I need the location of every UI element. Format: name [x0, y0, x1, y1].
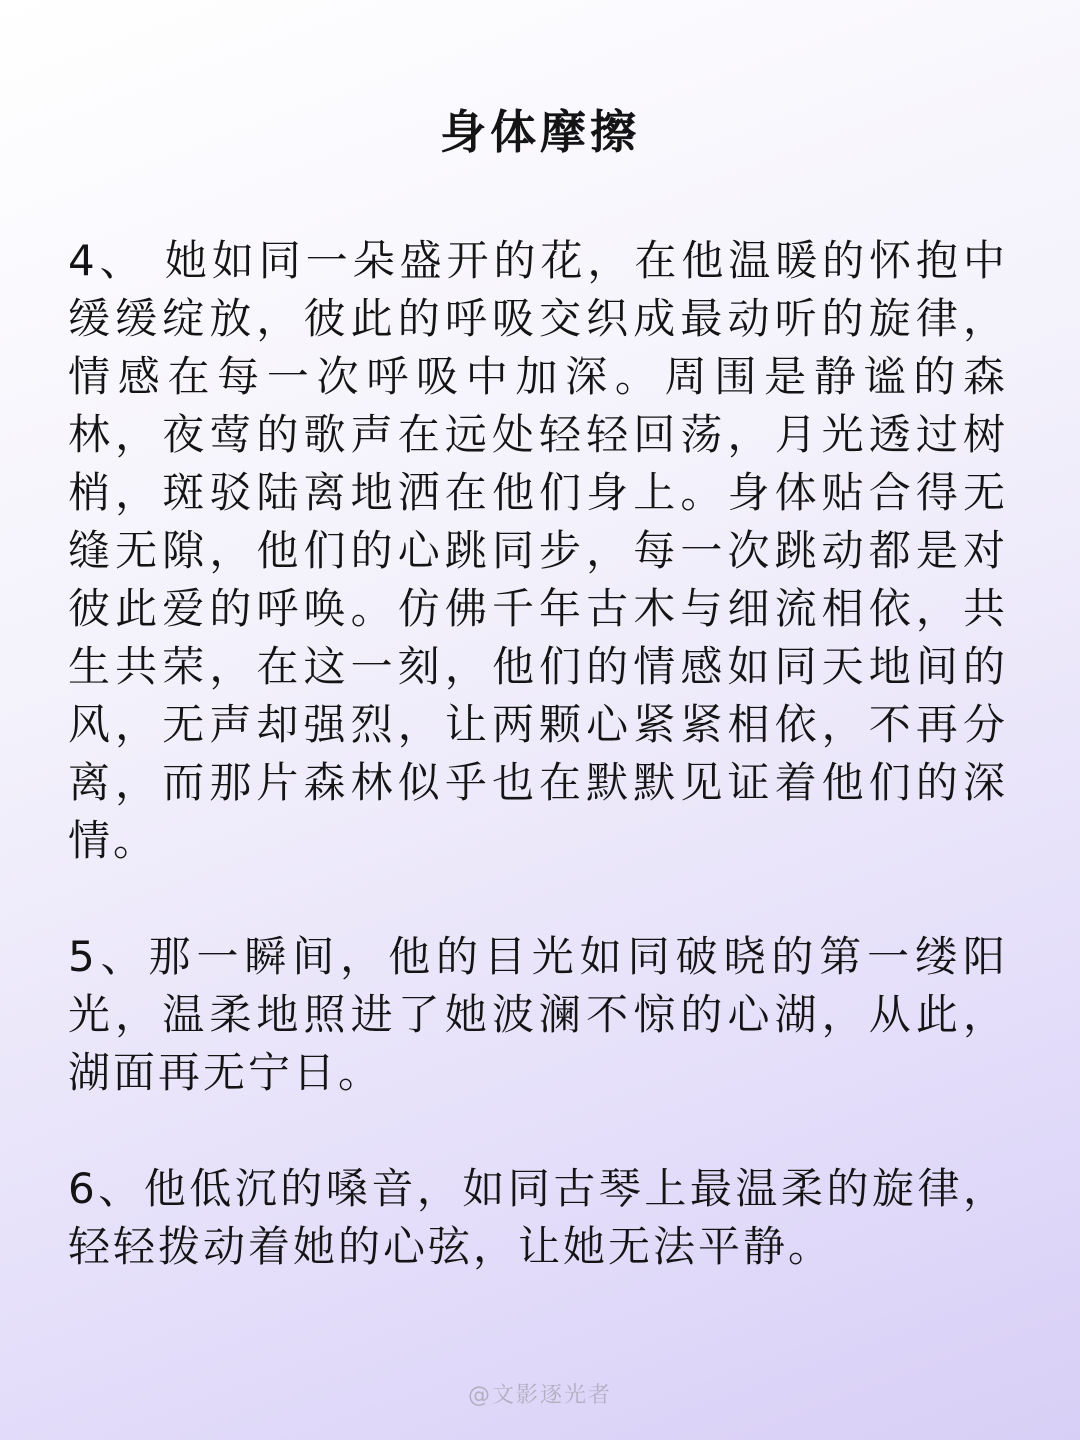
article-body	[68, 232, 1008, 1276]
author-watermark: @文影逐光者	[467, 1383, 612, 1408]
page-title: 身体摩擦	[440, 105, 640, 159]
paragraph-5: 5、那一瞬间，他的目光如同破晓的第一缕阳光，温柔地照进了她波澜不惊的心湖，从此，湖面再无宁日。	[68, 932, 1008, 1097]
paragraph-6: 6、他低沉的嗓音，如同古琴上最温柔的旋律，轻轻拨动着她的心弦，让她无法平静。	[68, 1164, 1008, 1271]
paragraph-4: 4、 她如同一朵盛开的花，在他温暖的怀抱中缓缓绽放，彼此的呼吸交织成最动听的旋律，情感在每一次呼吸中加深。周围是静谧的森林，夜莺的歌声在远处轻轻回荡，月光透过树梢，斑驳陆离地洒在他们身上。身体贴合得无缝无隙，他们的心跳同步，每一次跳动都是对彼此爱的呼唤。仿佛千年古木与细流相依，共生共荣，在这一刻，他们的情感如同天地间的风，无声却强烈，让两颗心紧紧相依，不再分离，而那片森林似乎也在默默见证着他们的深情。	[68, 236, 1008, 865]
